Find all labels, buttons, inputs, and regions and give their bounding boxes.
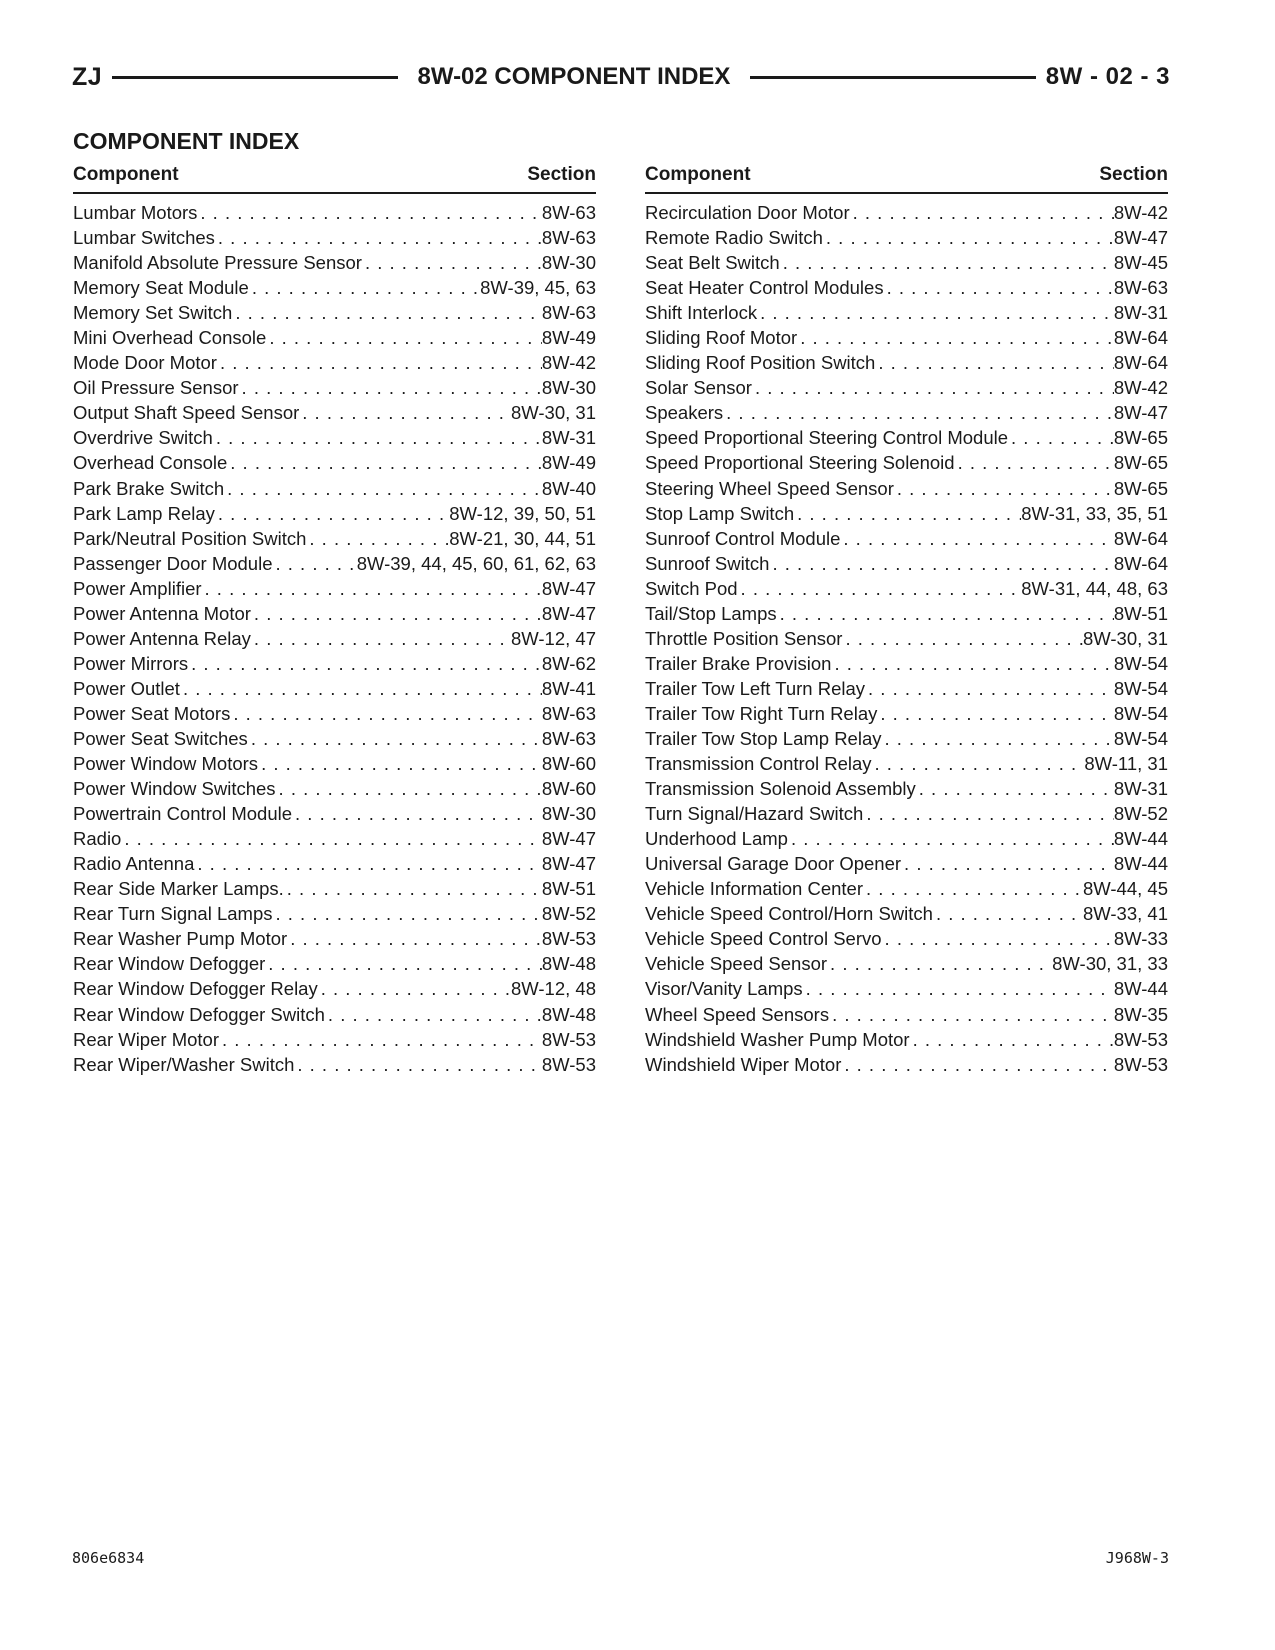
dot-leader: [230, 701, 542, 726]
index-row: [73, 275, 596, 300]
dot-leader: [325, 1002, 542, 1027]
section-ref: 8W-63: [541, 702, 596, 724]
component-name: Power Window Motors: [73, 753, 259, 775]
component-name: Wheel Speed Sensors: [645, 1003, 830, 1025]
index-row: [645, 375, 1168, 400]
section-ref: 8W-63: [541, 227, 596, 249]
component-name: Radio: [73, 828, 122, 850]
vehicle-code: ZJ: [72, 62, 103, 91]
dot-leader: [780, 250, 1114, 275]
dot-leader: [180, 676, 542, 701]
dot-leader: [215, 225, 542, 250]
dot-leader: [227, 450, 542, 475]
section-ref: 8W-12, 39, 50, 51: [449, 502, 596, 524]
column-header-component: Component: [645, 164, 751, 185]
index-row: [73, 501, 596, 526]
index-row: [73, 526, 596, 551]
component-name: Rear Side Marker Lamps.: [73, 878, 284, 900]
component-name: Speakers: [645, 402, 724, 424]
component-name: Power Seat Switches: [73, 727, 248, 749]
index-row: [645, 776, 1168, 801]
index-row: [645, 225, 1168, 250]
section-ref: 8W-62: [541, 652, 596, 674]
index-row: [645, 851, 1168, 876]
index-row: [73, 225, 596, 250]
index-row: [645, 526, 1168, 551]
section-ref: 8W-30, 31: [1082, 627, 1168, 649]
component-name: Windshield Wiper Motor: [645, 1053, 842, 1075]
section-ref: 8W-60: [541, 753, 596, 775]
column-header-section: Section: [1099, 164, 1168, 185]
dot-leader: [955, 450, 1114, 475]
dot-leader: [752, 375, 1114, 400]
index-row: [645, 876, 1168, 901]
component-name: Power Window Switches: [73, 778, 276, 800]
dot-leader: [841, 1052, 1113, 1077]
index-row: [73, 250, 596, 275]
index-row: [645, 751, 1168, 776]
component-name: Speed Proportional Steering Solenoid: [645, 452, 955, 474]
dot-leader: [797, 325, 1114, 350]
dot-leader: [294, 1052, 541, 1077]
component-name: Passenger Door Module: [73, 552, 273, 574]
section-ref: 8W-12, 48: [510, 978, 596, 1000]
dot-leader: [840, 526, 1113, 551]
dot-leader: [197, 200, 541, 225]
component-name: Remote Radio Switch: [645, 227, 823, 249]
section-ref: 8W-64: [1113, 527, 1168, 549]
section-ref: 8W-30, 31, 33: [1052, 953, 1168, 975]
component-name: Power Antenna Motor: [73, 602, 251, 624]
component-name: Power Seat Motors: [73, 702, 231, 724]
component-name: Stop Lamp Switch: [645, 502, 795, 524]
component-name: Underhood Lamp: [645, 828, 788, 850]
dot-leader: [865, 676, 1114, 701]
index-row: [73, 1027, 596, 1052]
footer-page-code: J968W-3: [1105, 1549, 1169, 1567]
section-ref: 8W-44: [1113, 978, 1168, 1000]
section-ref: 8W-44: [1113, 828, 1168, 850]
section-ref: 8W-52: [541, 903, 596, 925]
header-rule-right: [750, 76, 1035, 79]
header-rule-left: [112, 76, 397, 79]
component-name: Transmission Control Relay: [645, 753, 872, 775]
component-name: Rear Window Defogger Switch: [73, 1003, 325, 1025]
section-ref: 8W-51: [1113, 602, 1168, 624]
component-name: Trailer Tow Stop Lamp Relay: [645, 727, 882, 749]
dot-leader: [284, 876, 542, 901]
section-ref: 8W-40: [541, 477, 596, 499]
component-name: Transmission Solenoid Assembly: [645, 778, 916, 800]
section-ref: 8W-54: [1113, 652, 1168, 674]
index-row: [645, 325, 1168, 350]
dot-leader: [723, 400, 1114, 425]
component-name: Rear Wiper Motor: [73, 1028, 219, 1050]
dot-leader: [239, 375, 542, 400]
component-name: Tail/Stop Lamps: [645, 602, 777, 624]
page-number: 8W - 02 - 3: [1045, 63, 1170, 90]
dot-leader: [251, 601, 542, 626]
index-column-right: [645, 164, 1168, 1077]
section-ref: 8W-47: [541, 828, 596, 850]
component-name: Powertrain Control Module: [73, 803, 293, 825]
index-row: [73, 676, 596, 701]
section-ref: 8W-35: [1113, 1003, 1168, 1025]
component-name: Vehicle Information Center: [645, 878, 864, 900]
component-name: Sliding Roof Motor: [645, 327, 798, 349]
section-ref: 8W-54: [1113, 727, 1168, 749]
index-row: [645, 801, 1168, 826]
dot-leader: [875, 350, 1114, 375]
index-row: [73, 926, 596, 951]
dot-leader: [823, 225, 1114, 250]
dot-leader: [251, 626, 511, 651]
index-row: [645, 1052, 1168, 1077]
component-name: Sliding Roof Position Switch: [645, 352, 876, 374]
section-ref: 8W-42: [1113, 377, 1168, 399]
index-row: [73, 876, 596, 901]
section-ref: 8W-64: [1113, 327, 1168, 349]
section-ref: 8W-39, 45, 63: [480, 277, 596, 299]
index-row: [645, 651, 1168, 676]
index-row: [73, 751, 596, 776]
component-name: Sunroof Switch: [645, 552, 770, 574]
dot-leader: [188, 651, 542, 676]
index-row: [73, 976, 596, 1001]
section-ref: 8W-53: [541, 1053, 596, 1075]
component-name: Seat Heater Control Modules: [645, 277, 884, 299]
section-ref: 8W-47: [541, 602, 596, 624]
component-name: Overhead Console: [73, 452, 228, 474]
section-ref: 8W-31: [1113, 302, 1168, 324]
section-ref: 8W-30: [541, 803, 596, 825]
component-name: Power Mirrors: [73, 652, 189, 674]
index-row: [645, 476, 1168, 501]
section-ref: 8W-63: [541, 202, 596, 223]
dot-leader: [738, 576, 1022, 601]
section-ref: 8W-53: [1113, 1053, 1168, 1075]
dot-leader: [258, 751, 542, 776]
component-name: Windshield Washer Pump Motor: [645, 1028, 910, 1050]
page-title: COMPONENT INDEX: [73, 128, 300, 154]
section-ref: 8W-47: [1113, 402, 1168, 424]
page-header: [72, 60, 1170, 94]
header-title: 8W-02 COMPONENT INDEX: [417, 63, 731, 90]
dot-leader: [1008, 425, 1114, 450]
section-ref: 8W-53: [1113, 1028, 1168, 1050]
dot-leader: [794, 501, 1021, 526]
dot-leader: [121, 826, 542, 851]
section-ref: 8W-48: [541, 1003, 596, 1025]
dot-leader: [829, 1002, 1114, 1027]
component-name: Park Brake Switch: [73, 477, 225, 499]
section-ref: 8W-44, 45: [1082, 878, 1168, 900]
section-ref: 8W-33: [1113, 928, 1168, 950]
component-name: Speed Proportional Steering Control Module: [645, 427, 1009, 449]
index-row: [645, 1027, 1168, 1052]
dot-leader: [292, 801, 542, 826]
index-row: [645, 425, 1168, 450]
section-ref: 8W-53: [541, 1028, 596, 1050]
index-row: [645, 300, 1168, 325]
dot-leader: [884, 275, 1114, 300]
dot-leader: [882, 926, 1114, 951]
index-column-left: [73, 164, 596, 1077]
section-ref: 8W-54: [1113, 677, 1168, 699]
component-name: Turn Signal/Hazard Switch: [645, 803, 864, 825]
index-row: [645, 626, 1168, 651]
component-name: Vehicle Speed Sensor: [645, 953, 828, 975]
index-row: [645, 576, 1168, 601]
component-name: Memory Set Switch: [73, 302, 233, 324]
dot-leader: [248, 726, 542, 751]
component-name: Mode Door Motor: [73, 352, 217, 374]
component-name: Trailer Tow Right Turn Relay: [645, 702, 878, 724]
column-header: [73, 164, 596, 194]
component-name: Steering Wheel Speed Sensor: [645, 477, 894, 499]
index-row: [645, 701, 1168, 726]
index-row: [73, 776, 596, 801]
index-row: [73, 901, 596, 926]
index-row: [73, 425, 596, 450]
dot-leader: [827, 951, 1052, 976]
component-name: Shift Interlock: [645, 302, 758, 324]
dot-leader: [850, 200, 1114, 225]
section-ref: 8W-52: [1113, 803, 1168, 825]
component-name: Throttle Position Sensor: [645, 627, 843, 649]
section-ref: 8W-11, 31: [1084, 753, 1168, 775]
section-ref: 8W-41: [541, 677, 596, 699]
dot-leader: [803, 976, 1114, 1001]
index-row: [645, 400, 1168, 425]
column-header: [645, 164, 1168, 194]
index-row: [645, 601, 1168, 626]
section-ref: 8W-65: [1113, 427, 1168, 449]
dot-leader: [194, 851, 541, 876]
index-row: [73, 400, 596, 425]
dot-leader: [219, 1027, 542, 1052]
dot-leader: [894, 476, 1114, 501]
dot-leader: [788, 826, 1114, 851]
dot-leader: [877, 701, 1113, 726]
section-ref: 8W-30, 31: [510, 402, 596, 424]
index-row: [645, 951, 1168, 976]
section-ref: 8W-63: [541, 727, 596, 749]
index-row: [73, 476, 596, 501]
component-name: Universal Garage Door Opener: [645, 853, 902, 875]
dot-leader: [863, 801, 1114, 826]
component-name: Rear Wiper/Washer Switch: [73, 1053, 295, 1075]
component-name: Rear Washer Pump Motor: [73, 928, 288, 950]
index-row: [645, 676, 1168, 701]
column-header-section: Section: [527, 164, 596, 185]
component-name: Output Shaft Speed Sensor: [73, 402, 300, 424]
dot-leader: [872, 751, 1085, 776]
dot-leader: [769, 551, 1113, 576]
column-header-component: Component: [73, 164, 179, 185]
index-row: [645, 250, 1168, 275]
component-name: Rear Window Defogger Relay: [73, 978, 318, 1000]
component-name: Trailer Tow Left Turn Relay: [645, 677, 866, 699]
component-name: Park/Neutral Position Switch: [73, 527, 307, 549]
dot-leader: [863, 876, 1083, 901]
dot-leader: [213, 425, 542, 450]
index-row: [73, 1052, 596, 1077]
component-name: Park Lamp Relay: [73, 502, 215, 524]
component-name: Power Outlet: [73, 677, 180, 699]
index-row: [645, 1002, 1168, 1027]
section-ref: 8W-48: [541, 953, 596, 975]
index-row: [73, 576, 596, 601]
component-name: Power Amplifier: [73, 577, 202, 599]
index-row: [73, 450, 596, 475]
component-name: Sunroof Control Module: [645, 527, 841, 549]
index-row: [645, 275, 1168, 300]
index-row: [73, 651, 596, 676]
component-name: Solar Sensor: [645, 377, 752, 399]
section-ref: 8W-63: [1113, 277, 1168, 299]
dot-leader: [842, 626, 1083, 651]
index-row: [645, 901, 1168, 926]
component-name: Trailer Brake Provision: [645, 652, 832, 674]
dot-leader: [276, 776, 542, 801]
dot-leader: [215, 501, 449, 526]
dot-leader: [249, 275, 480, 300]
dot-leader: [217, 350, 542, 375]
dot-leader: [273, 551, 357, 576]
index-row: [645, 976, 1168, 1001]
section-ref: 8W-49: [541, 327, 596, 349]
dot-leader: [831, 651, 1113, 676]
index-row: [73, 851, 596, 876]
index-row: [73, 325, 596, 350]
index-row: [73, 726, 596, 751]
section-ref: 8W-65: [1113, 477, 1168, 499]
index-row: [645, 200, 1168, 225]
component-name: Power Antenna Relay: [73, 627, 251, 649]
index-row: [73, 551, 596, 576]
component-name: Oil Pressure Sensor: [73, 377, 239, 399]
index-row: [73, 626, 596, 651]
index-row: [645, 926, 1168, 951]
section-ref: 8W-53: [541, 928, 596, 950]
index-row: [73, 350, 596, 375]
component-name: Vehicle Speed Control/Horn Switch: [645, 903, 933, 925]
dot-leader: [777, 601, 1114, 626]
dot-leader: [757, 300, 1114, 325]
component-name: Memory Seat Module: [73, 277, 249, 299]
index-row: [645, 350, 1168, 375]
component-name: Rear Turn Signal Lamps: [73, 903, 273, 925]
dot-leader: [882, 726, 1114, 751]
section-ref: 8W-64: [1113, 552, 1168, 574]
section-ref: 8W-31, 44, 48, 63: [1021, 577, 1168, 599]
index-row: [73, 826, 596, 851]
component-name: Seat Belt Switch: [645, 252, 780, 274]
section-ref: 8W-33, 41: [1082, 903, 1168, 925]
dot-leader: [910, 1027, 1114, 1052]
index-rows-left: [73, 200, 596, 1077]
section-ref: 8W-42: [541, 352, 596, 374]
component-name: Switch Pod: [645, 577, 738, 599]
dot-leader: [287, 926, 542, 951]
dot-leader: [273, 901, 542, 926]
dot-leader: [224, 476, 542, 501]
section-ref: 8W-45: [1113, 252, 1168, 274]
section-ref: 8W-31: [541, 427, 596, 449]
section-ref: 8W-47: [541, 577, 596, 599]
index-row: [73, 701, 596, 726]
component-name: Radio Antenna: [73, 853, 195, 875]
section-ref: 8W-60: [541, 778, 596, 800]
dot-leader: [318, 976, 511, 1001]
index-row: [645, 726, 1168, 751]
index-row: [645, 826, 1168, 851]
footer-image-code: 806e6834: [72, 1549, 145, 1567]
dot-leader: [266, 325, 542, 350]
dot-leader: [916, 776, 1114, 801]
section-ref: 8W-64: [1113, 352, 1168, 374]
section-ref: 8W-49: [541, 452, 596, 474]
index-row: [73, 375, 596, 400]
section-ref: 8W-30: [541, 377, 596, 399]
component-name: Mini Overhead Console: [73, 327, 267, 349]
dot-leader: [299, 400, 511, 425]
dot-leader: [901, 851, 1114, 876]
dot-leader: [362, 250, 542, 275]
component-name: Recirculation Door Motor: [645, 202, 850, 223]
index-row: [73, 601, 596, 626]
section-ref: 8W-12, 47: [510, 627, 596, 649]
section-ref: 8W-54: [1113, 702, 1168, 724]
section-ref: 8W-21, 30, 44, 51: [449, 527, 596, 549]
section-ref: 8W-31: [1113, 778, 1168, 800]
component-name: Manifold Absolute Pressure Sensor: [73, 252, 362, 274]
dot-leader: [933, 901, 1083, 926]
section-ref: 8W-65: [1113, 452, 1168, 474]
index-rows-right: [645, 200, 1168, 1077]
index-row: [73, 1002, 596, 1027]
component-name: Lumbar Switches: [73, 227, 215, 249]
component-name: Overdrive Switch: [73, 427, 213, 449]
dot-leader: [306, 526, 449, 551]
dot-leader: [202, 576, 542, 601]
section-ref: 8W-42: [1113, 202, 1168, 223]
component-name: Vehicle Speed Control Servo: [645, 928, 882, 950]
dot-leader: [265, 951, 542, 976]
index-row: [73, 801, 596, 826]
index-row: [645, 501, 1168, 526]
section-ref: 8W-30: [541, 252, 596, 274]
component-name: Rear Window Defogger: [73, 953, 266, 975]
index-row: [73, 951, 596, 976]
section-ref: 8W-44: [1113, 853, 1168, 875]
index-row: [73, 200, 596, 225]
dot-leader: [232, 300, 541, 325]
index-row: [645, 551, 1168, 576]
section-ref: 8W-31, 33, 35, 51: [1021, 502, 1168, 524]
component-name: Lumbar Motors: [73, 202, 198, 223]
section-ref: 8W-63: [541, 302, 596, 324]
section-ref: 8W-39, 44, 45, 60, 61, 62, 63: [356, 552, 596, 574]
index-row: [645, 450, 1168, 475]
index-row: [73, 300, 596, 325]
component-name: Visor/Vanity Lamps: [645, 978, 803, 1000]
section-ref: 8W-47: [541, 853, 596, 875]
section-ref: 8W-51: [541, 878, 596, 900]
section-ref: 8W-47: [1113, 227, 1168, 249]
